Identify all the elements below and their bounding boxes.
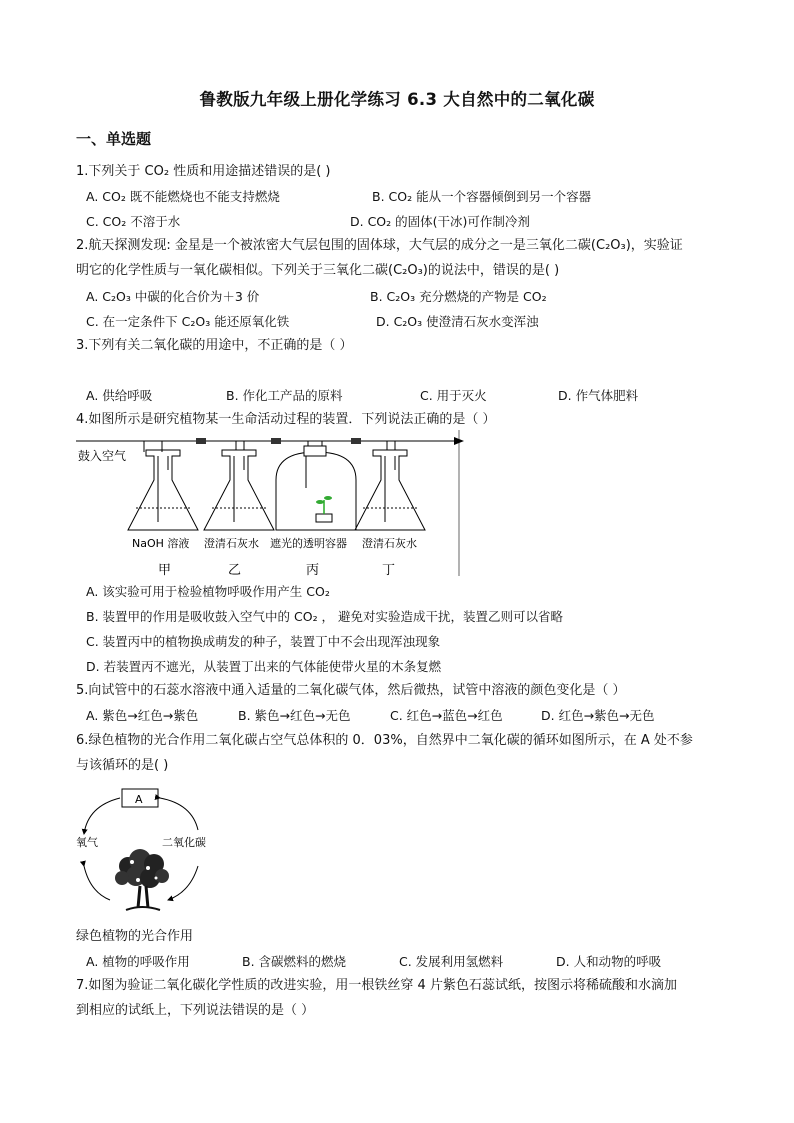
label-oxygen: 氧气	[76, 836, 98, 849]
q3-option-b: B. 作化工产品的原料	[226, 388, 343, 403]
q2-option-b: B. C₂O₃ 充分燃烧的产物是 CO₂	[370, 289, 547, 304]
figure-caption: 绿色植物的光合作用	[76, 929, 194, 944]
name-jia: 甲	[158, 563, 172, 578]
q5-option-b: B. 紫色→红色→无色	[238, 708, 351, 723]
q6-option-c: C. 发展利用氢燃料	[399, 954, 504, 969]
q1-option-d: D. CO₂ 的固体(干冰)可作制冷剂	[350, 214, 530, 229]
q6-option-d: D. 人和动物的呼吸	[556, 954, 662, 969]
q3-option-d: D. 作气体肥料	[558, 388, 639, 403]
q6-option-b: B. 含碳燃料的燃烧	[242, 954, 347, 969]
label-limewater-1: 澄清石灰水	[204, 537, 259, 550]
flask-jia	[128, 450, 198, 530]
question-7-stem-line2: 到相应的试纸上，下列说法错误的是（ ）	[76, 1003, 315, 1018]
question-1-stem: 1.下列关于 CO₂ 性质和用途描述错误的是( )	[76, 164, 331, 179]
q1-option-b: B. CO₂ 能从一个容器倾倒到另一个容器	[372, 189, 592, 204]
question-2-stem-line1: 2.航天探测发现: 金星是一个被浓密大气层包围的固体球，大气层的成分之一是三氧化二碳(C₂O₃)，实验证	[76, 238, 683, 253]
q2-option-d: D. C₂O₃ 使澄清石灰水变浑浊	[376, 314, 539, 329]
q4-option-c: C. 装置丙中的植物换成萌发的种子，装置丁中不会出现浑浊现象	[86, 634, 441, 649]
q1-option-a: A. CO₂ 既不能燃烧也不能支持燃烧	[86, 189, 280, 204]
question-4-stem: 4.如图所示是研究植物某一生命活动过程的装置．下列说法正确的是（ ）	[76, 412, 496, 427]
q5-option-d: D. 红色→紫色→无色	[541, 708, 655, 723]
q2-option-c: C. 在一定条件下 C₂O₃ 能还原氧化铁	[86, 314, 290, 329]
tree-icon	[115, 849, 169, 910]
section-heading: 一、单选题	[76, 130, 152, 148]
q5-option-a: A. 紫色→红色→紫色	[86, 708, 199, 723]
name-bing: 丙	[306, 563, 320, 578]
carbon-cycle-figure	[76, 782, 226, 916]
question-5-stem: 5.向试管中的石蕊水溶液中通入适量的二氧化碳气体，然后微热，试管中溶液的颜色变化是（ ）	[76, 683, 626, 698]
question-2-stem-line2: 明它的化学性质与一氧化碳相似。下列关于三氧化二碳(C₂O₃)的说法中，错误的是( )	[76, 263, 560, 278]
question-6-stem-line1: 6.绿色植物的光合作用二氧化碳占空气总体积的 0．03%，自然界中二氧化碳的循环如图所示，在 A 处不参	[76, 733, 693, 748]
label-naoh: NaOH 溶液	[132, 537, 190, 550]
name-yi: 乙	[228, 563, 242, 578]
q2-option-a: A. C₂O₃ 中碳的化合价为＋3 价	[86, 289, 260, 304]
air-inlet-label: 鼓入空气	[78, 449, 127, 463]
box-a-label: A	[135, 793, 143, 806]
q3-option-a: A. 供给呼吸	[86, 388, 153, 403]
flask-yi	[204, 441, 274, 530]
label-co2: 二氧化碳	[162, 836, 206, 849]
label-limewater-2: 澄清石灰水	[362, 537, 417, 550]
q6-option-a: A. 植物的呼吸作用	[86, 954, 190, 969]
bell-jar-bing	[276, 441, 356, 530]
q3-option-c: C. 用于灭火	[420, 388, 487, 403]
question-3-stem: 3.下列有关二氧化碳的用途中，不正确的是（ ）	[76, 338, 353, 353]
page-title: 鲁教版九年级上册化学练习 6.3 大自然中的二氧化碳	[199, 90, 595, 109]
q4-option-b: B. 装置甲的作用是吸收鼓入空气中的 CO₂ ， 避免对实验造成干扰，装置乙则可以省略	[86, 609, 564, 624]
q5-option-c: C. 红色→蓝色→红色	[390, 708, 503, 723]
q4-option-d: D. 若装置丙不遮光，从装置丁出来的气体能使带火星的木条复燃	[86, 659, 442, 674]
plant-experiment-figure	[76, 430, 466, 580]
name-ding: 丁	[382, 563, 396, 578]
flask-ding	[355, 441, 425, 530]
question-7-stem-line1: 7.如图为验证二氧化碳化学性质的改进实验，用一根铁丝穿 4 片紫色石蕊试纸，按图示将稀硫酸和水滴加	[76, 978, 677, 993]
question-6-stem-line2: 与该循环的是( )	[76, 758, 169, 773]
q4-option-a: A. 该实验可用于检验植物呼吸作用产生 CO₂	[86, 584, 330, 599]
q1-option-c: C. CO₂ 不溶于水	[86, 214, 181, 229]
label-dark-container: 遮光的透明容器	[270, 537, 347, 550]
